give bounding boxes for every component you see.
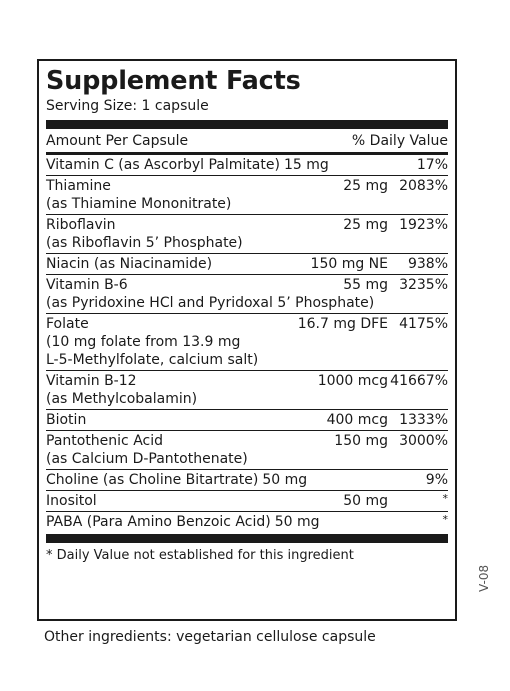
nutrient-row-riboflavin (46, 215, 448, 254)
nutrient-amount: 16.7 mg DFE (297, 316, 388, 332)
nutrient-name: Vitamin B-12 (as Methylcobalamin) (46, 373, 198, 407)
nutrient-amount: 50 mg (262, 472, 308, 488)
nutrient-dv: 938% (407, 256, 448, 272)
serving-size: Serving Size: 1 capsule (46, 98, 209, 114)
nutrient-dv: 41667% (390, 373, 448, 389)
nutrient-row-niacin (46, 254, 448, 275)
nutrient-name: Niacin (as Niacinamide) (46, 256, 213, 272)
nutrient-name: Pantothenic Acid (as Calcium D-Pantothenate) (46, 433, 248, 467)
nutrient-name: Choline (as Choline Bitartrate) (46, 472, 259, 488)
nutrient-amount: 55 mg (343, 277, 388, 293)
nutrient-row-biotin (46, 410, 448, 431)
nutrient-row-folate (46, 314, 448, 371)
nutrient-name: Thiamine (as Thiamine Mononitrate) (46, 178, 232, 212)
nutrient-amount: 25 mg (343, 217, 388, 233)
nutrient-dv: 3000% (399, 433, 448, 449)
footnote: * Daily Value not established for this ingredient (46, 548, 354, 563)
nutrient-dv: 9% (425, 472, 448, 488)
nutrient-name: Vitamin B-6 (as Pyridoxine HCl and Pyridoxal 5’ Phosphate) (46, 277, 375, 311)
nutrient-row-pantothenic-acid (46, 431, 448, 470)
nutrient-amount: 400 mcg (326, 412, 388, 428)
nutrient-row-paba (46, 512, 448, 532)
nutrient-name: Folate (10 mg folate from 13.9 mg L-5-Methylfolate, calcium salt) (46, 316, 259, 368)
nutrient-row-vitamin-b6 (46, 275, 448, 314)
nutrient-amount: 150 mg (334, 433, 388, 449)
nutrient-row-thiamine (46, 176, 448, 215)
nutrient-amount: 150 mg NE (310, 256, 388, 272)
nutrient-dv: 1333% (399, 412, 448, 428)
nutrient-amount: 1000 mcg (317, 373, 388, 389)
nutrient-dv: 3235% (399, 277, 448, 293)
panel-title: Supplement Facts (46, 66, 301, 96)
nutrient-name: PABA (Para Amino Benzoic Acid) (46, 514, 271, 530)
supplement-facts-panel (37, 59, 457, 621)
nutrient-dv: 4175% (399, 316, 448, 332)
nutrient-amount: 50 mg (343, 493, 388, 509)
nutrient-dv: 17% (416, 157, 448, 173)
divider-thick-top (46, 120, 448, 129)
nutrient-dv: 2083% (399, 178, 448, 194)
version-code: V-08 (477, 564, 491, 592)
nutrient-name: Biotin (46, 412, 87, 428)
nutrient-amount: 15 mg (283, 157, 329, 173)
nutrient-row-choline (46, 470, 448, 491)
nutrient-name: Vitamin C (as Ascorbyl Palmitate) (46, 157, 280, 173)
divider-thick-bottom (46, 534, 448, 543)
nutrient-dv: * (442, 513, 448, 526)
nutrient-amount: 25 mg (343, 178, 388, 194)
nutrient-row-inositol (46, 491, 448, 512)
nutrient-dv: * (442, 492, 448, 505)
nutrient-name: Riboflavin (as Riboflavin 5’ Phosphate) (46, 217, 243, 251)
nutrient-amount: 50 mg (274, 514, 320, 530)
nutrient-dv: 1923% (399, 217, 448, 233)
nutrient-name: Inositol (46, 493, 97, 509)
nutrient-row-vitamin-b12 (46, 371, 448, 410)
column-header-row (46, 129, 448, 152)
daily-value-header: % Daily Value (351, 133, 448, 149)
amount-per-capsule-header: Amount Per Capsule (46, 133, 189, 149)
other-ingredients: Other ingredients: vegetarian cellulose capsule (44, 629, 376, 645)
nutrient-row-vitamin-c (46, 155, 448, 176)
